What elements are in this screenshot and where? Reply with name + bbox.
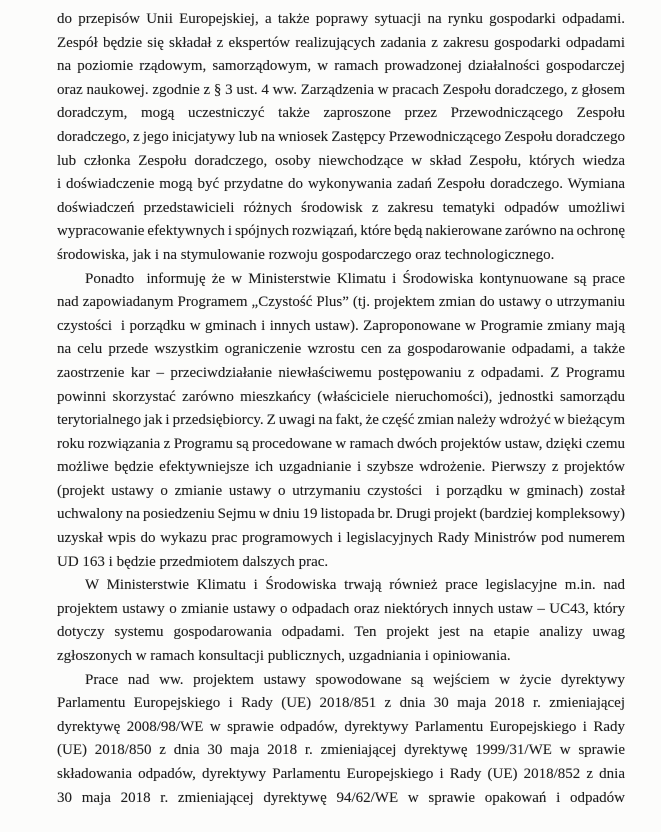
text-line-content: terytorialnego jak i przedsiębiorcy. Z uwagi na fakt, że część zmian należy wdrożyć w bieżącym (57, 412, 625, 429)
text-line (57, 692, 625, 716)
text-line-content: środowiska, jak i na stymulowanie rozwoju gospodarczego oraz technologicznego. (57, 246, 555, 263)
text-line-content: uchwalony na posiedzeniu Sejmu w dniu 19 listopada br. Drugi projekt (bardziej kompleksowy) (57, 506, 626, 523)
text-line-content: (projekt ustawy o zmianie ustawy o utrzymaniu czystości i porządku w gminach) został (57, 482, 625, 499)
text-line (57, 8, 625, 32)
text-line (57, 456, 625, 480)
text-line-content: 30 maja 2018 r. zmieniającej dyrektywę 94/62/WE w sprawie opakowań i odpadów (57, 789, 625, 806)
text-line-content: czystości i porządku w gminach i innych ustaw). Zaproponowane w Programie zmiany mają (57, 317, 625, 334)
text-line (57, 763, 625, 787)
paragraph (57, 574, 625, 668)
text-line-content: Parlamentu Europejskiego i Rady (UE) 2018/851 z dnia 30 maja 2018 r. zmieniającej (57, 695, 625, 712)
text-line-content: Ponadto informuję że w Ministerstwie Klimatu i Środowiska kontynuowane są prace (85, 270, 625, 287)
text-line-content: dyrektywę 2008/98/WE w sprawie odpadów, dyrektywy Parlamentu Europejskiego i Rady (57, 718, 625, 735)
text-line (57, 150, 625, 174)
text-line-content: Zespół będzie się składał z ekspertów realizujących zadania z zakresu gospodarki odpadami (57, 34, 625, 51)
text-line-content: dotyczy systemu gospodarowania odpadami. Ten projekt jest na etapie analizy uwag (57, 624, 625, 641)
text-line-content: składowania odpadów, dyrektywy Parlamentu Europejskiego i Rady (UE) 2018/852 z dnia (57, 766, 625, 782)
paragraph (57, 669, 625, 811)
text-line (57, 739, 625, 763)
text-line (57, 315, 625, 339)
text-line-content: UD 163 i będzie przedmiotem dalszych prac. (57, 553, 329, 570)
text-line (57, 268, 625, 292)
text-line (57, 503, 625, 527)
text-line-content: doradczego, z jego inicjatywy lub na wniosek Zastępcy Przewodniczącego Zespołu doradczego (57, 128, 626, 145)
text-line-content: W Ministerstwie Klimatu i Środowiska trwają również prace legislacyjne m.in. nad (85, 577, 625, 594)
text-line (57, 126, 625, 150)
text-line-content: nad zapowiadanym Programem „Czystość Plus” (tj. projektem zmian do ustawy o utrzymaniu (57, 294, 625, 311)
text-line (57, 32, 625, 56)
text-line-content: na poziomie rządowym, samorządowym, w ramach prowadzonej działalności gospodarczej (57, 58, 625, 75)
text-line (57, 386, 625, 410)
paragraph (57, 8, 625, 268)
text-line (57, 527, 625, 551)
text-line-content: (UE) 2018/850 z dnia 30 maja 2018 r. zmieniającej dyrektywę 1999/31/WE w sprawie (57, 742, 625, 759)
text-line (57, 362, 625, 386)
text-line (57, 598, 625, 622)
text-line-content: roku rozwiązania z Programu są procedowane w ramach dwóch projektów ustaw, dzięki czemu (57, 435, 625, 452)
text-line-content: doradczym, mogą uczestniczyć także zaproszone przez Przewodniczącego Zespołu (57, 105, 625, 122)
text-line-content: i doświadczenie mogą być przydatne do wykonywania zadań Zespołu doradczego. Wymiana (57, 176, 625, 193)
text-line (57, 197, 625, 221)
text-line (57, 551, 625, 575)
text-line (57, 433, 625, 457)
text-line (57, 716, 625, 740)
text-line-content: zgłoszonych w ramach konsultacji publicznych, uzgadniania i opiniowania. (57, 648, 511, 665)
paragraph (57, 268, 625, 575)
text-line-content: Prace nad ww. projektem ustawy spowodowane są wejściem w życie dyrektywy (85, 671, 625, 688)
text-line (57, 55, 625, 79)
text-line-content: uzyskał wpis do wykazu prac programowych i legislacyjnych Rady Ministrów pod numerem (57, 530, 625, 547)
text-line (57, 669, 625, 693)
text-line (57, 220, 625, 244)
text-line (57, 409, 625, 433)
text-line-content: zaostrzenie kar – przeciwdziałanie niewłaściwemu postępowaniu z odpadami. Z Programu (57, 364, 625, 381)
text-line-content: do przepisów Unii Europejskiej, a także poprawy sytuacji na rynku gospodarki odpadami. (57, 11, 625, 27)
text-line-content: powinni skorzystać zarówno mieszkańcy (właściciele nieruchomości), jednostki samorządu (57, 388, 625, 405)
text-line (57, 244, 625, 268)
text-line-content: doświadczeń przedstawicieli różnych środowisk z zakresu tematyki odpadów umożliwi (57, 199, 625, 216)
text-line-content: projektem ustawy o zmianie ustawy o odpadach oraz niektórych innych ustaw – UC43, który (57, 600, 625, 617)
text-line (57, 79, 625, 103)
document-text-block (57, 8, 625, 810)
text-line (57, 480, 625, 504)
text-line (57, 173, 625, 197)
text-line (57, 338, 625, 362)
text-line-content: możliwe będzie efektywniejsze ich uzgadnianie i szybsze wdrożenie. Pierwszy z projektów (57, 459, 625, 476)
text-line (57, 291, 625, 315)
text-line-content: oraz naukowej. zgodnie z § 3 ust. 4 ww. Zarządzenia w pracach Zespołu doradczego, z głosem (57, 81, 625, 98)
text-line (57, 574, 625, 598)
text-line (57, 645, 625, 669)
text-line-content: lub członka Zespołu doradczego, osoby niewchodzące w skład Zespołu, których wiedza (57, 152, 625, 169)
text-line (57, 102, 625, 126)
text-line (57, 621, 625, 645)
text-line-content: na celu przede wszystkim ograniczenie wzrostu cen za gospodarowanie odpadami, a także (57, 341, 625, 358)
text-line (57, 787, 625, 811)
text-line-content: wypracowanie efektywnych i spójnych rozwiązań, które będą nakierowane zarówno na ochronę (57, 223, 625, 240)
